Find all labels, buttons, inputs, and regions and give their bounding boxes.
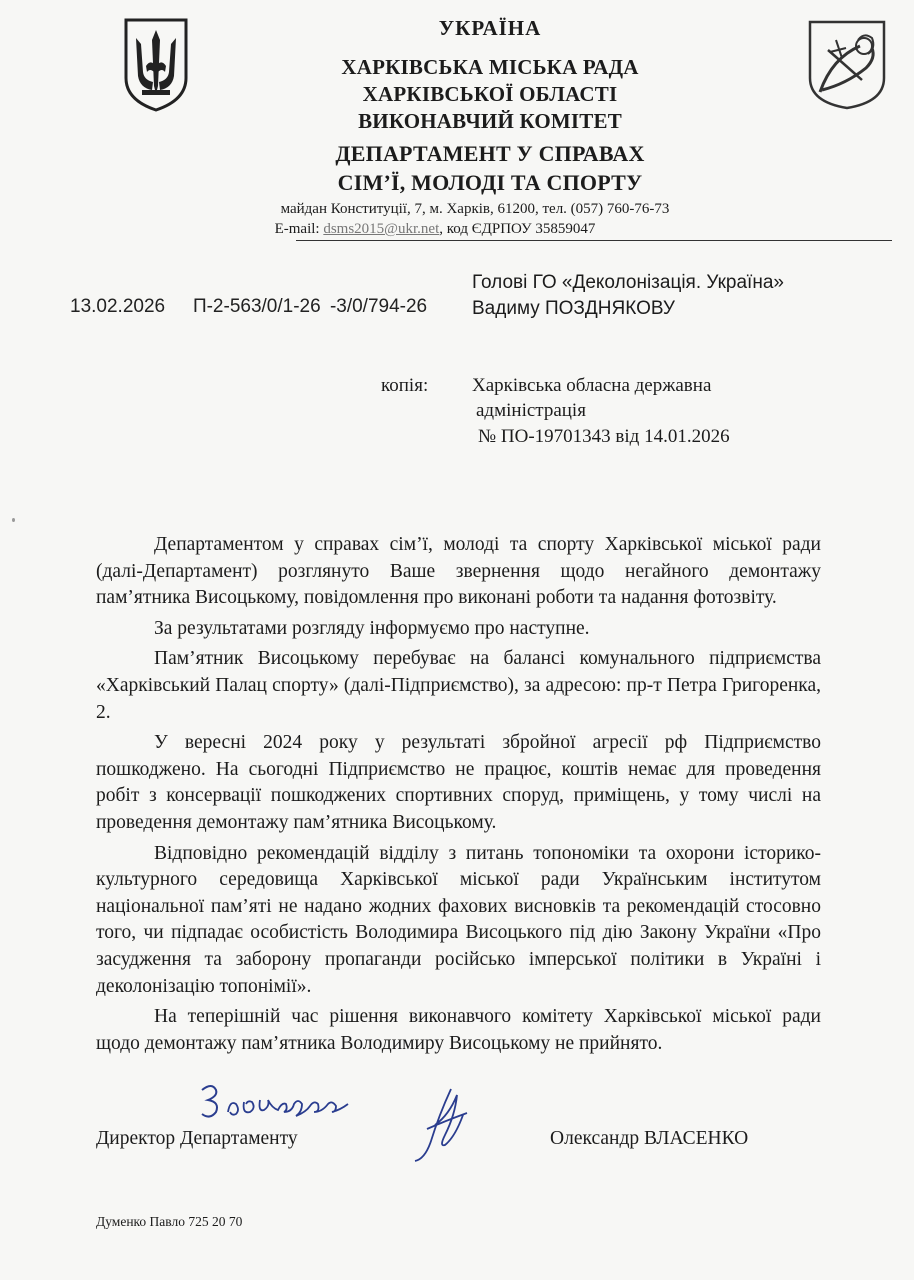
header-divider <box>296 240 892 241</box>
body-paragraph: Департаментом у справах сім’ї, молоді та спорту Харківської міської ради (далі-Департамент) розглянуто Ваше звернення щодо негайного демонтажу пам’ятника Висоцькому, повідомлення про виконані роботи та надання фотозвіту. <box>96 534 821 609</box>
copy-label: копія: <box>381 375 429 396</box>
handwritten-regards <box>198 1082 358 1124</box>
reference-number: П-2-563/0/1-26 -3/0/794-26 <box>192 296 428 317</box>
edrpou-code: , код ЄДРПОУ 35859047 <box>439 221 596 237</box>
reference-date: 13.02.2026 <box>70 296 166 317</box>
copy-recipient-line1: Харківська обласна державна <box>472 375 712 396</box>
department-title-line2: СІМ’Ї, МОЛОДІ ТА СПОРТУ <box>337 170 643 195</box>
executive-committee: ВИКОНАВЧИЙ КОМІТЕТ <box>358 109 622 133</box>
director-signature <box>405 1085 485 1165</box>
country-name: УКРАЇНА <box>438 16 542 40</box>
department-title-line1: ДЕПАРТАМЕНТ У СПРАВАХ <box>335 141 645 166</box>
council-region: ХАРКІВСЬКОЇ ОБЛАСТІ <box>362 82 618 106</box>
signatory-title: Директор Департаменту <box>96 1128 298 1149</box>
body-paragraph: У вересні 2024 року у результаті збройної агресії рф Підприємство пошкоджено. На сьогодні Підприємство не працює, коштів немає для проведення робіт з консервації пошкоджених спортивних споруд, приміщень, у тому числі на проведення демонтажу пам’ятника Висоцькому. <box>96 732 821 833</box>
copy-recipient-number: № ПО-19701343 від 14.01.2026 <box>478 426 730 447</box>
council-name: ХАРКІВСЬКА МІСЬКА РАДА <box>341 55 639 79</box>
executor-contact: Думенко Павло 725 20 70 <box>96 1214 243 1229</box>
outgoing-reference <box>70 296 427 318</box>
addressee-line2: Вадиму ПОЗДНЯКОВУ <box>472 298 675 319</box>
body-paragraph: Відповідно рекомендацій відділу з питань топономіки та охорони історико-культурного середовища Харківської міської ради Українським інститутом національної пам’яті не надано жодних фахових висновків та рекомендацій стосовно того, чи підпадає особистість Володимира Висоцького під дію Закону України «Про засудження та заборону пропаганди російсько імперської політики в Україні і деколонізацію топонімії». <box>96 842 821 997</box>
kharkiv-coat-of-arms-icon <box>806 18 888 110</box>
department-address: майдан Конституції, 7, м. Харків, 61200, тел. (057) 760-76-73 <box>280 201 670 217</box>
email-prefix: E-mail: <box>274 221 324 237</box>
body-paragraph: За результатами розгляду інформуємо про наступне. <box>154 617 590 639</box>
email-link[interactable]: dsms2015@ukr.net <box>323 221 440 237</box>
scan-speck <box>12 518 15 522</box>
signatory-name: Олександр ВЛАСЕНКО <box>550 1128 749 1149</box>
copy-recipient-line2: адміністрація <box>476 400 586 421</box>
department-contacts <box>110 221 760 238</box>
letter-body <box>96 532 821 1061</box>
body-paragraph: Пам’ятник Висоцькому перебуває на балансі комунального підприємства «Харківський Палац спорту» (далі-Підприємство), за адресою: пр-т Петра Григоренка, 2. <box>96 648 821 723</box>
addressee-line1: Голові ГО «Деколонізація. Україна» <box>472 272 784 293</box>
body-paragraph: На теперішній час рішення виконавчого комітету Харківської міської ради щодо демонтажу пам’ятника Володимиру Висоцькому не прийнято. <box>96 1006 821 1054</box>
trident-emblem-icon <box>120 16 192 112</box>
